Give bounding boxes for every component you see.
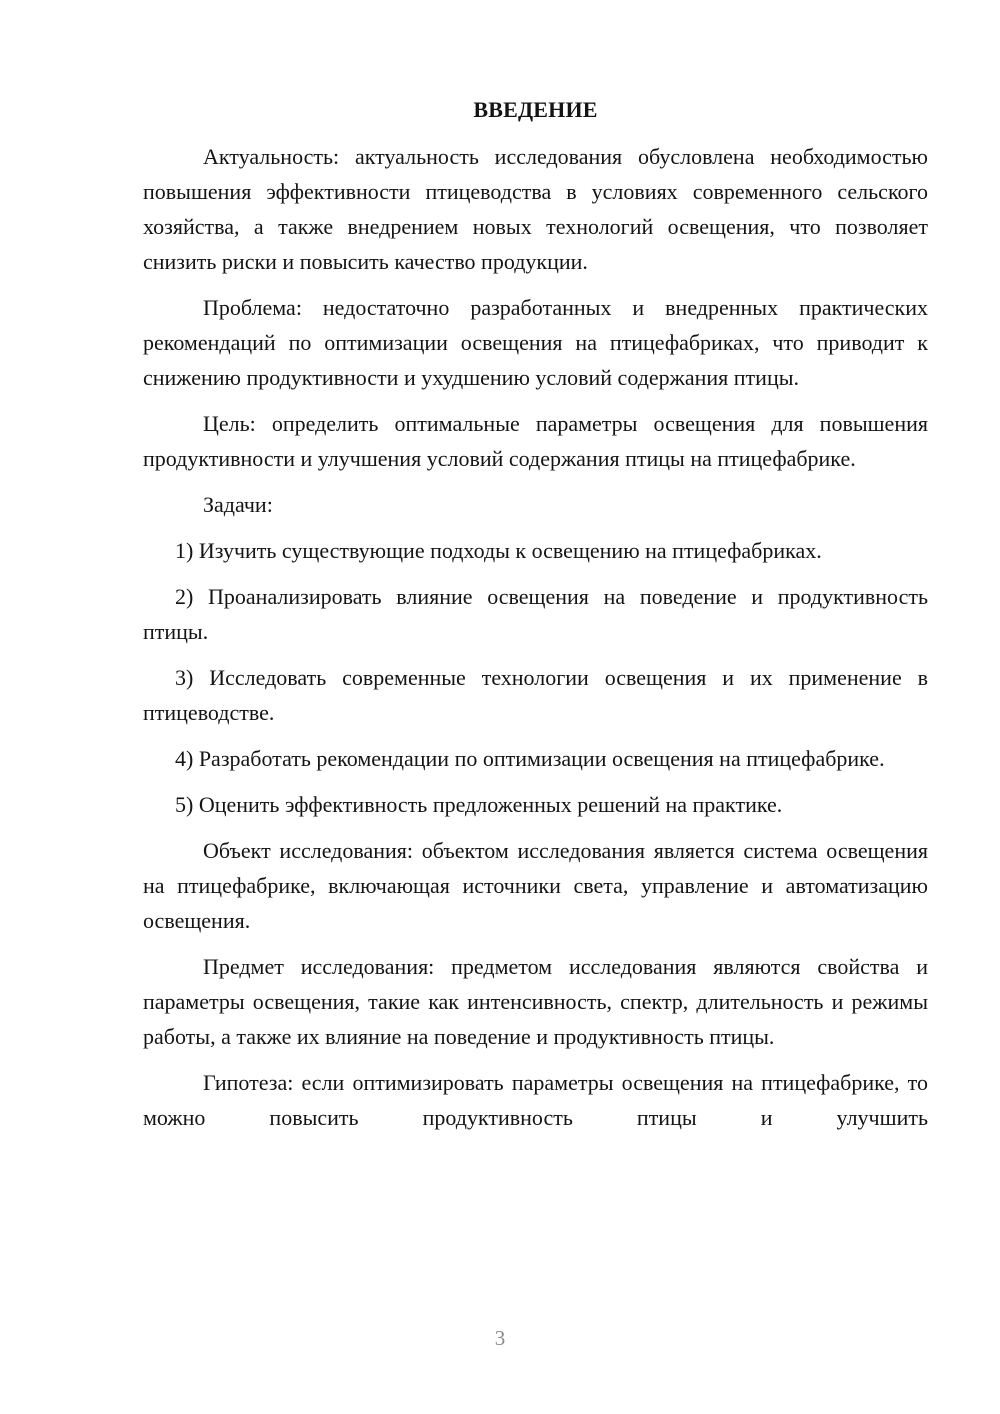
section-title: ВВЕДЕНИЕ <box>473 97 598 122</box>
paragraph-problem: Проблема: недостаточно разработанных и внедренных практических рекомендаций по оптимизации освещения на птицефабриках, что приводит к снижению продуктивности и ухудшению условий содержания птицы. <box>143 295 928 390</box>
paragraph-goal: Цель: определить оптимальные параметры освещения для повышения продуктивности и улучшения условий содержания птицы на птицефабрике. <box>143 411 928 471</box>
paragraph-object: Объект исследования: объектом исследования является система освещения на птицефабрике, включающая источники света, управление и автоматизацию освещения. <box>143 838 928 933</box>
page-number: 3 <box>494 1326 506 1350</box>
page-content <box>143 95 928 1146</box>
task-item-5: 5) Оценить эффективность предложенных решений на практике. <box>175 792 783 817</box>
task-item-2: 2) Проанализировать влияние освещения на поведение и продуктивность птицы. <box>143 584 928 644</box>
paragraph-hypothesis: Гипотеза: если оптимизировать параметры освещения на птицефабрике, то можно повысить продуктивность птицы и улучшить <box>143 1070 928 1130</box>
task-item-1: 1) Изучить существующие подходы к освещению на птицефабриках. <box>175 538 822 563</box>
task-item-4: 4) Разработать рекомендации по оптимизации освещения на птицефабрике. <box>175 746 885 771</box>
paragraph-tasks-heading: Задачи: <box>203 492 273 517</box>
task-item-3: 3) Исследовать современные технологии освещения и их применение в птицеводстве. <box>143 665 928 725</box>
paragraph-relevance: Актуальность: актуальность исследования обусловлена необходимостью повышения эффективности птицеводства в условиях современного сельского хозяйства, а также внедрением новых технологий освещения, что позволяет снизить риски и повысить качество продукции. <box>143 144 928 274</box>
paragraph-subject: Предмет исследования: предметом исследования являются свойства и параметры освещения, такие как интенсивность, спектр, длительность и режимы работы, а также их влияние на поведение и продуктивность птицы. <box>143 954 928 1049</box>
